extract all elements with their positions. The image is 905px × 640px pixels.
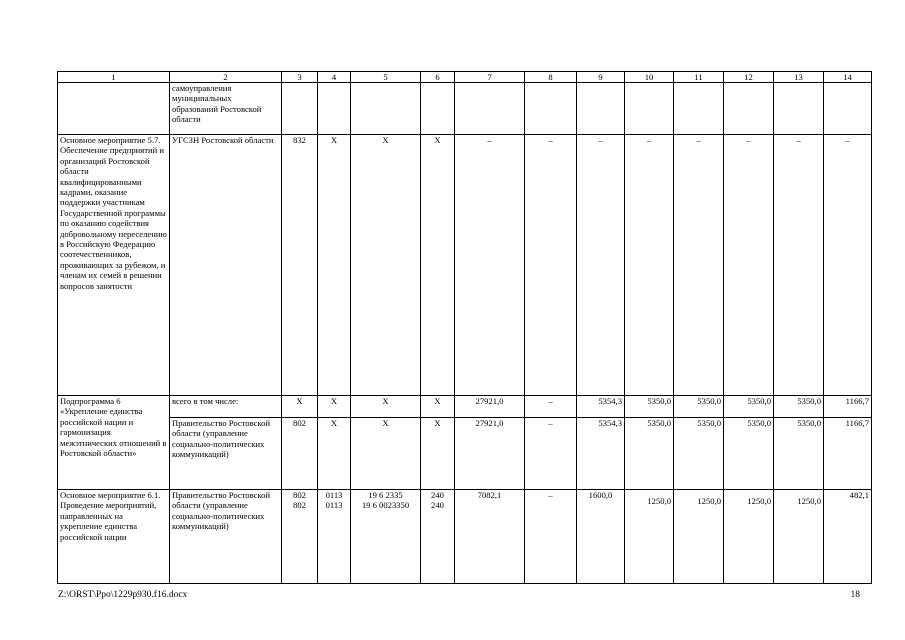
header-cell: 3 [282,72,318,83]
vr-cell: Х [421,418,455,490]
responsible-cell: УГСЗН Ростовской области [170,135,282,396]
header-cell: 14 [824,72,872,83]
vr-cell: Х [421,396,455,418]
value-cell: 1250,0 [625,490,674,584]
vr-cell: 240 240 [421,490,455,584]
rzpr-cell: Х [318,418,351,490]
table-row [58,396,872,418]
value-cell: – [577,135,625,396]
rzpr-cell: Х [318,135,351,396]
header-cell: 5 [351,72,421,83]
grbs-cell: Х [282,396,318,418]
value-cell: 1250,0 [724,490,774,584]
value-cell: 5350,0 [625,396,674,418]
measure-name-cell: Основное мероприятие 5.7. Обеспечение предприятий и организаций Ростовской области квалифицированными кадрами, оказание поддержки участникам Государственной программы по оказанию содействия добровольному переселению в Российскую Федерацию соотечественников, проживающих за рубежом, и членам их семей в решении вопросов занятости [58,135,170,396]
value-cell: – [525,490,577,584]
rzpr-cell: 0113 0113 [318,490,351,584]
value-cell: 1250,0 [774,490,824,584]
budget-table [57,71,872,584]
table-row [58,83,872,135]
responsible-cell: Правительство Ростовской области (управление социально-политических коммуникаций) [170,418,282,490]
rzpr-cell: Х [318,396,351,418]
page-number: 18 [850,590,860,600]
header-cell: 10 [625,72,674,83]
value-cell: – [824,135,872,396]
csr-cell: Х [351,418,421,490]
value-cell: – [774,135,824,396]
value-cell: 5354,3 [577,418,625,490]
responsible-cell: Правительство Ростовской области (управление социально-политических коммуникаций) [170,490,282,584]
header-cell: 7 [455,72,525,83]
value-cell: 1250,0 [674,490,724,584]
table-row [58,135,872,396]
header-cell: 11 [674,72,724,83]
measure-name-cell: Основное мероприятие 6.1. Проведение мероприятий, направленных на укрепление единства российской нации [58,490,170,584]
value-cell: 1166,7 [824,418,872,490]
value-cell: 5350,0 [774,396,824,418]
value-cell: 5350,0 [674,418,724,490]
subprogram-name-cell: Подпрограмма 6 «Укрепление единства российской нации и гармонизация межэтнических отношений в Ростовской области» [58,396,170,490]
value-cell: 5350,0 [625,418,674,490]
table-row [58,418,872,490]
header-cell: 9 [577,72,625,83]
document-path: Z:\ORST\Ppo\1229p930.f16.docx [58,590,188,600]
value-cell: 482,1 [824,490,872,584]
grbs-cell: 802 802 [282,490,318,584]
csr-cell: 19 6 2335 19 6 0023350 [351,490,421,584]
responsible-cell: самоуправления муниципальных образований Ростовской области [170,83,282,135]
header-cell: 13 [774,72,824,83]
responsible-cell: всего в том числе: [170,396,282,418]
value-cell: – [525,418,577,490]
value-cell: 5350,0 [774,418,824,490]
table-row [58,490,872,584]
value-cell: – [525,135,577,396]
value-cell: – [455,135,525,396]
value-cell: 5350,0 [724,396,774,418]
csr-cell: Х [351,396,421,418]
header-cell: 8 [525,72,577,83]
value-cell: – [724,135,774,396]
value-cell: 27921,0 [455,418,525,490]
value-cell: 7082,1 [455,490,525,584]
grbs-cell: 802 [282,418,318,490]
header-cell: 12 [724,72,774,83]
csr-cell: Х [351,135,421,396]
vr-cell: Х [421,135,455,396]
value-cell: 5354,3 [577,396,625,418]
value-cell: – [625,135,674,396]
value-cell: – [525,396,577,418]
header-cell: 4 [318,72,351,83]
header-row [58,72,872,83]
value-cell: 27921,0 [455,396,525,418]
value-cell: 5350,0 [724,418,774,490]
value-cell: – [674,135,724,396]
header-cell: 1 [58,72,170,83]
header-cell: 6 [421,72,455,83]
value-cell: 1600,0 [577,490,625,584]
value-cell: 1166,7 [824,396,872,418]
value-cell: 5350,0 [674,396,724,418]
grbs-cell: 832 [282,135,318,396]
header-cell: 2 [170,72,282,83]
